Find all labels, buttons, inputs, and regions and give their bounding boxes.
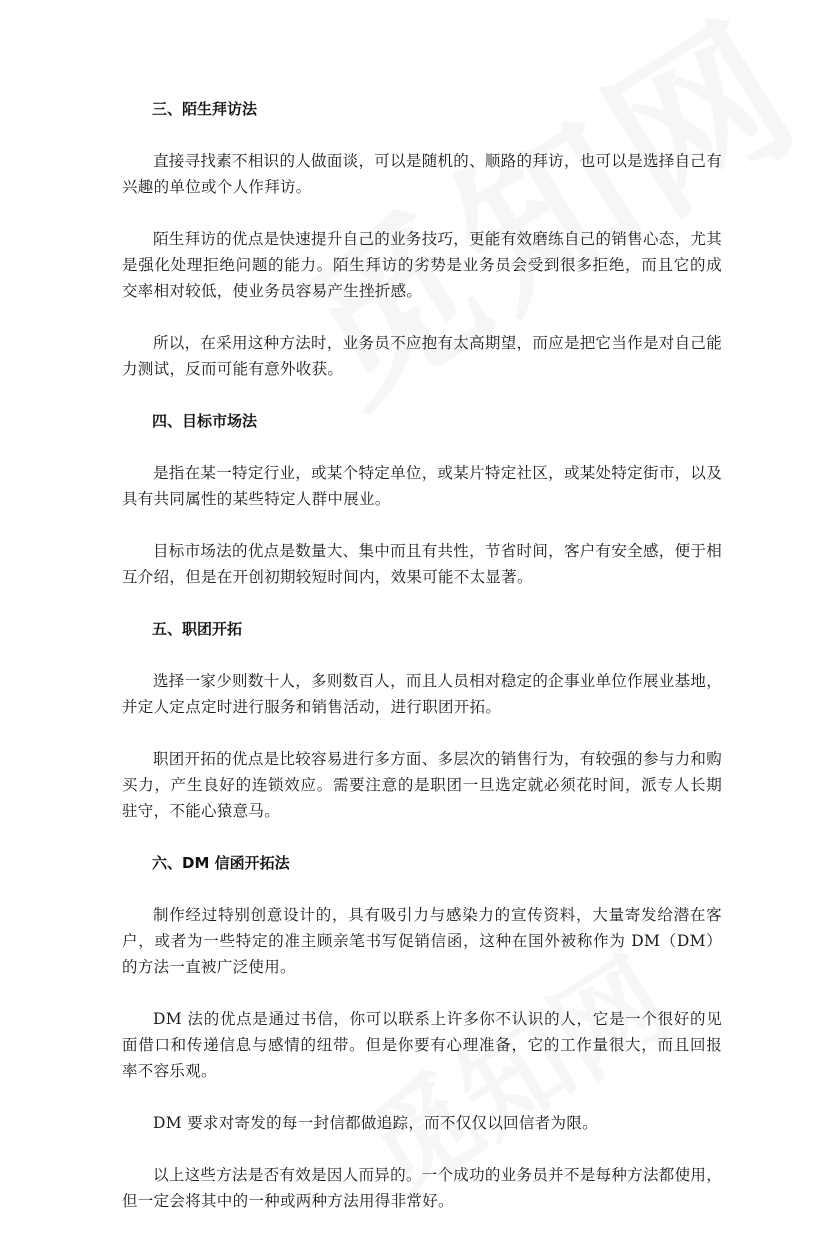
- paragraph: 制作经过特别创意设计的，具有吸引力与感染力的宣传资料，大量寄发给潜在客户，或者为一些特定的准主顾亲笔书写促销信函，这种在国外被称作为 DM（DM）的方法一直被广泛使用。: [122, 906, 722, 976]
- section-heading: 四、目标市场法: [152, 412, 258, 430]
- paragraph: 目标市场法的优点是数量大、集中而且有共性，节省时间，客户有安全感，便于相互介绍，但是在开创初期较短时间内，效果可能不太显著。: [122, 542, 722, 586]
- paragraph: 直接寻找素不相识的人做面谈，可以是随机的、顺路的拜访，也可以是选择自己有兴趣的单位或个人作拜访。: [122, 152, 722, 196]
- paragraph: 选择一家少则数十人，多则数百人，而且人员相对稳定的企事业单位作展业基地，并定人定点定时进行服务和销售活动，进行职团开拓。: [122, 672, 722, 716]
- paragraph: 以上这些方法是否有效是因人而异的。一个成功的业务员并不是每种方法都使用，但一定会将其中的一种或两种方法用得非常好。: [122, 1166, 722, 1210]
- section-heading: 五、职团开拓: [152, 620, 243, 638]
- section-heading: 六、DM 信函开拓法: [152, 854, 290, 872]
- section-heading: 三、陌生拜访法: [152, 100, 258, 118]
- paragraph: 职团开拓的优点是比较容易进行多方面、多层次的销售行为，有较强的参与力和购买力，产生良好的连锁效应。需要注意的是职团一旦选定就必须花时间，派专人长期驻守，不能心猿意马。: [122, 750, 722, 820]
- paragraph: 陌生拜访的优点是快速提升自己的业务技巧，更能有效磨练自己的销售心态，尤其是强化处理拒绝问题的能力。陌生拜访的劣势是业务员会受到很多拒绝，而且它的成交率相对较低，使业务员容易产生挫折感。: [122, 230, 722, 300]
- paragraph: DM 要求对寄发的每一封信都做追踪，而不仅仅以回信者为限。: [153, 1114, 598, 1132]
- paragraph: DM 法的优点是通过书信，你可以联系上许多你不认识的人，它是一个很好的见面借口和传递信息与感情的纽带。但是你要有心理准备，它的工作量很大，而且回报率不容乐观。: [122, 1010, 722, 1080]
- paragraph: 所以，在采用这种方法时，业务员不应抱有太高期望，而应是把它当作是对自己能力测试，反而可能有意外收获。: [122, 334, 722, 378]
- paragraph: 是指在某一特定行业，或某个特定单位，或某片特定社区，或某处特定街市，以及具有共同属性的某些特定人群中展业。: [122, 464, 722, 508]
- document-body: [122, 96, 722, 1240]
